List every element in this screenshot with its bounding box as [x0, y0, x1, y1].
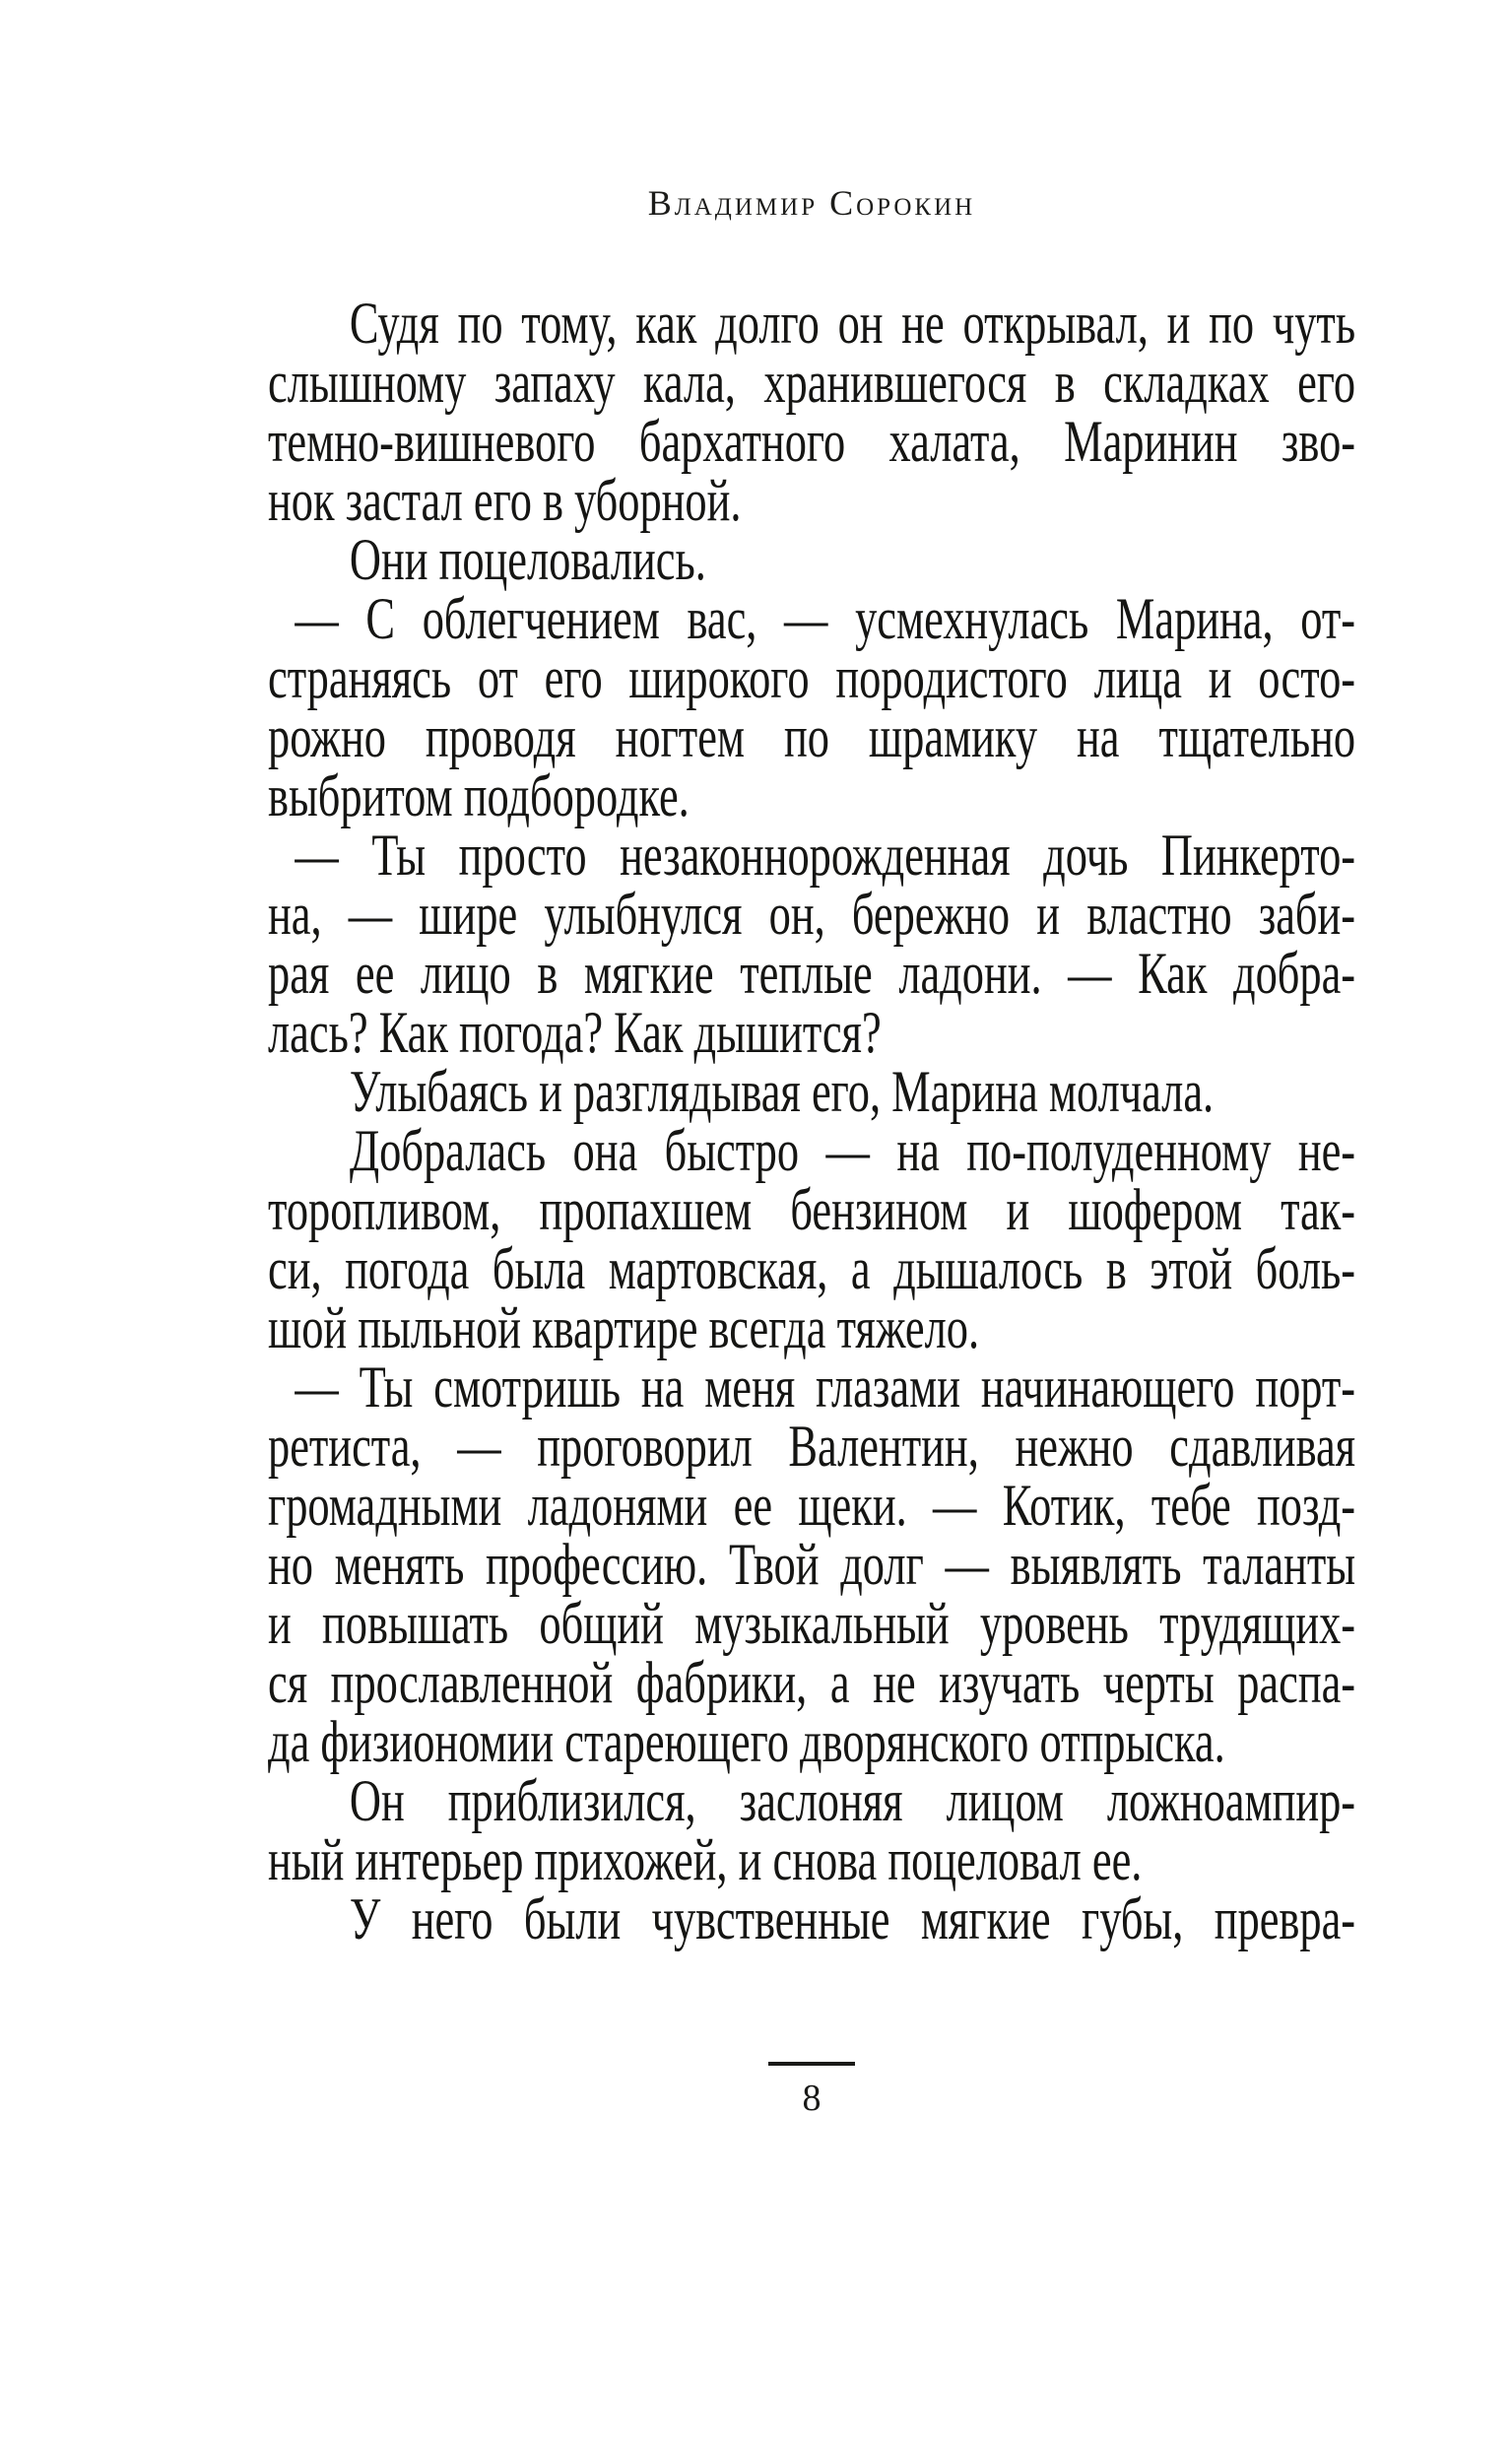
author-header: Владимир Сорокин: [647, 183, 976, 223]
text-line: выбритом подбородке.: [268, 763, 690, 828]
text-line: темно-вишневого бархатного халата, Маринин зво-: [268, 409, 1356, 474]
text-line: У него были чувственные мягкие губы, превра-: [349, 1886, 1356, 1951]
text-line: шой пыльной квартире всегда тяжело.: [268, 1295, 980, 1360]
text-line: — Ты просто незаконнорожденная дочь Пинкерто-: [295, 823, 1356, 888]
text-line: но менять профессию. Твой долг — выявлять таланты: [268, 1532, 1356, 1597]
text-line: ретиста, — проговорил Валентин, нежно сдавливая: [268, 1414, 1356, 1479]
text-line: да физиономии стареющего дворянского отпрыска.: [268, 1709, 1225, 1774]
text-line: — Ты смотришь на меня глазами начинающего порт-: [295, 1354, 1356, 1420]
text-line: Судя по тому, как долго он не открывал, и по чуть: [349, 291, 1356, 356]
text-line: нок застал его в уборной.: [268, 468, 742, 533]
text-line: Они поцеловались.: [349, 527, 706, 592]
text-line: страняясь от его широкого породистого лица и осто-: [268, 645, 1356, 710]
text-line: лась? Как погода? Как дышится?: [268, 1000, 882, 1065]
text-line: рая ее лицо в мягкие теплые ладони. — Как добра-: [268, 941, 1356, 1006]
text-line: си, погода была мартовская, а дышалось в этой боль-: [268, 1236, 1356, 1301]
text-line: громадными ладонями ее щеки. — Котик, тебе позд-: [268, 1473, 1356, 1538]
text-line: на, — шире улыбнулся он, бережно и властно заби-: [268, 882, 1356, 947]
text-line: торопливом, пропахшем бензином и шофером так-: [268, 1177, 1356, 1242]
text-line: — С облегчением вас, — усмехнулась Марина, от-: [295, 586, 1356, 651]
page-number: 8: [802, 2078, 822, 2119]
text-line: рожно проводя ногтем по шрамику на тщательно: [268, 704, 1356, 769]
text-line: ся прославленной фабрики, а не изучать черты распа-: [268, 1650, 1356, 1715]
text-line: слышному запаху кала, хранившегося в складках его: [268, 350, 1356, 415]
separator-rule: [768, 2062, 855, 2066]
text-line: Добралась она быстро — на по-полуденному не-: [349, 1118, 1356, 1183]
text-block: [268, 291, 1356, 1951]
text-line: Он приблизился, заслоняя лицом ложноампир-: [349, 1768, 1356, 1833]
text-line: Улыбаясь и разглядывая его, Марина молчала.: [349, 1059, 1215, 1124]
text-line: ный интерьер прихожей, и снова поцеловал ее.: [268, 1827, 1143, 1892]
text-line: и повышать общий музыкальный уровень трудящих-: [268, 1591, 1356, 1656]
page-footer: [268, 2062, 1355, 2117]
